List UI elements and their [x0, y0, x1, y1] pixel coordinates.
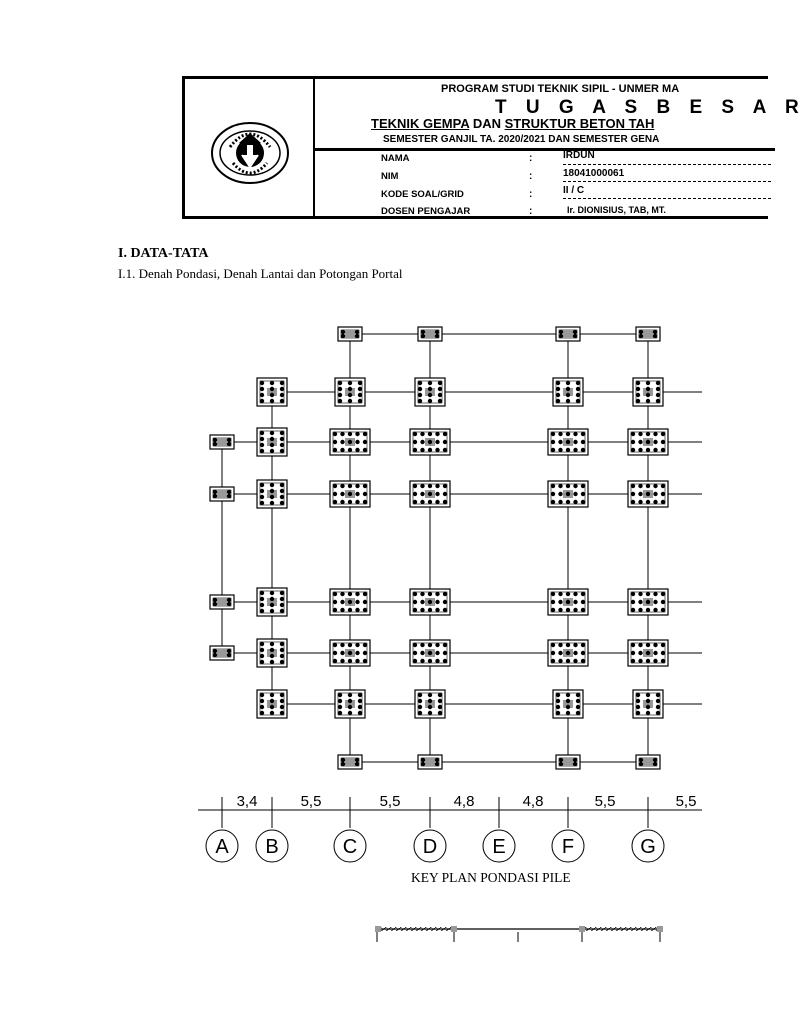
span-label: 5,5 [300, 793, 322, 810]
portal-section-preview [375, 926, 663, 942]
pile-cap-medium [553, 378, 583, 406]
grid-bubble-label: A [215, 836, 229, 858]
field-label-kode: KODE SOAL/GRID [381, 189, 464, 200]
field-label-nim: NIM [381, 171, 399, 182]
pile-cap-large [410, 429, 450, 455]
pile-cap-large [330, 429, 370, 455]
field-colon: : [529, 189, 533, 200]
pile-cap-small [338, 327, 362, 341]
pile-cap-large [330, 640, 370, 666]
field-label-nama: NAMA [381, 153, 410, 164]
pile-cap-small [210, 435, 234, 449]
pile-cap-medium [415, 378, 445, 406]
pile-cap-medium [415, 690, 445, 718]
pile-cap-small [636, 327, 660, 341]
grid-bubble-label: B [265, 836, 279, 858]
course-name: TEKNIK GEMPA DAN STRUKTUR BETON TAH [371, 116, 655, 131]
grid-bubble-label: E [492, 836, 506, 858]
field-value-nama: IRDUN [563, 150, 595, 161]
grid-bubble-label: F [561, 836, 575, 858]
plan-caption: KEY PLAN PONDASI PILE [411, 870, 571, 885]
field-value-kode: II / C [563, 185, 585, 196]
pile-cap-large [548, 481, 588, 507]
pile-cap-small [210, 595, 234, 609]
pile-cap-small [210, 487, 234, 501]
portal-node [451, 926, 457, 932]
span-label: 4,8 [522, 793, 544, 810]
pile-cap-medium [633, 378, 663, 406]
pile-cap-medium [335, 378, 365, 406]
field-value-nim: 18041000061 [563, 168, 625, 179]
grid-bubble-label: C [342, 836, 358, 858]
pile-cap-small [418, 327, 442, 341]
field-colon: : [529, 206, 533, 217]
pile-cap-large [410, 589, 450, 615]
pile-cap-small [210, 646, 234, 660]
program-name: PROGRAM STUDI TEKNIK SIPIL - UNMER MA [441, 83, 680, 95]
pile-cap-large [410, 481, 450, 507]
pile-cap-medium [257, 428, 287, 456]
pile-cap-medium [257, 378, 287, 406]
pile-cap-medium [257, 639, 287, 667]
section-title: I. DATA-TATA [118, 246, 209, 261]
pile-cap-small [636, 755, 660, 769]
field-label-dosen: DOSEN PENGAJAR [381, 206, 471, 217]
portal-slab-hatch [381, 927, 451, 931]
pile-cap-small [418, 755, 442, 769]
pile-cap-medium [553, 690, 583, 718]
portal-slab-hatch [585, 927, 657, 931]
semester-line: SEMESTER GANJIL TA. 2020/2021 DAN SEMESTER GENA [383, 134, 660, 145]
pile-cap-medium [257, 588, 287, 616]
field-colon: : [529, 153, 533, 164]
pile-cap-large [548, 589, 588, 615]
portal-node [657, 926, 663, 932]
dimension-line [198, 793, 702, 828]
pile-cap-large [628, 589, 668, 615]
pile-cap-large [548, 429, 588, 455]
pile-cap-large [330, 481, 370, 507]
grid-bubble-label: D [422, 836, 438, 858]
pile-cap-large [330, 589, 370, 615]
pile-cap-medium [633, 690, 663, 718]
span-label: 5,5 [594, 793, 616, 810]
pile-cap-medium [335, 690, 365, 718]
pile-cap-large [628, 640, 668, 666]
pile-cap-medium [257, 690, 287, 718]
pile-cap-large [628, 429, 668, 455]
pile-cap-large [628, 481, 668, 507]
pile-cap-small [338, 755, 362, 769]
pile-caps [210, 327, 668, 769]
portal-node [579, 926, 585, 932]
span-label: 4,8 [453, 793, 475, 810]
span-label: 5,5 [675, 793, 697, 810]
grid-bubbles [206, 830, 664, 862]
field-value-dosen: Ir. DIONISIUS, TAB, MT. [567, 205, 666, 215]
grid-bubble-label: G [640, 836, 656, 858]
pile-cap-small [556, 327, 580, 341]
grid-lines [222, 334, 702, 762]
pile-cap-small [556, 755, 580, 769]
span-label: 5,5 [379, 793, 401, 810]
pile-cap-medium [257, 480, 287, 508]
section-subtitle: I.1. Denah Pondasi, Denah Lantai dan Potongan Portal [118, 266, 403, 281]
portal-node [375, 926, 381, 932]
pile-cap-large [410, 640, 450, 666]
document-title: T U G A S B E S A R [495, 97, 806, 118]
span-label: 3,4 [236, 793, 258, 810]
field-colon: : [529, 171, 533, 182]
pile-cap-large [548, 640, 588, 666]
